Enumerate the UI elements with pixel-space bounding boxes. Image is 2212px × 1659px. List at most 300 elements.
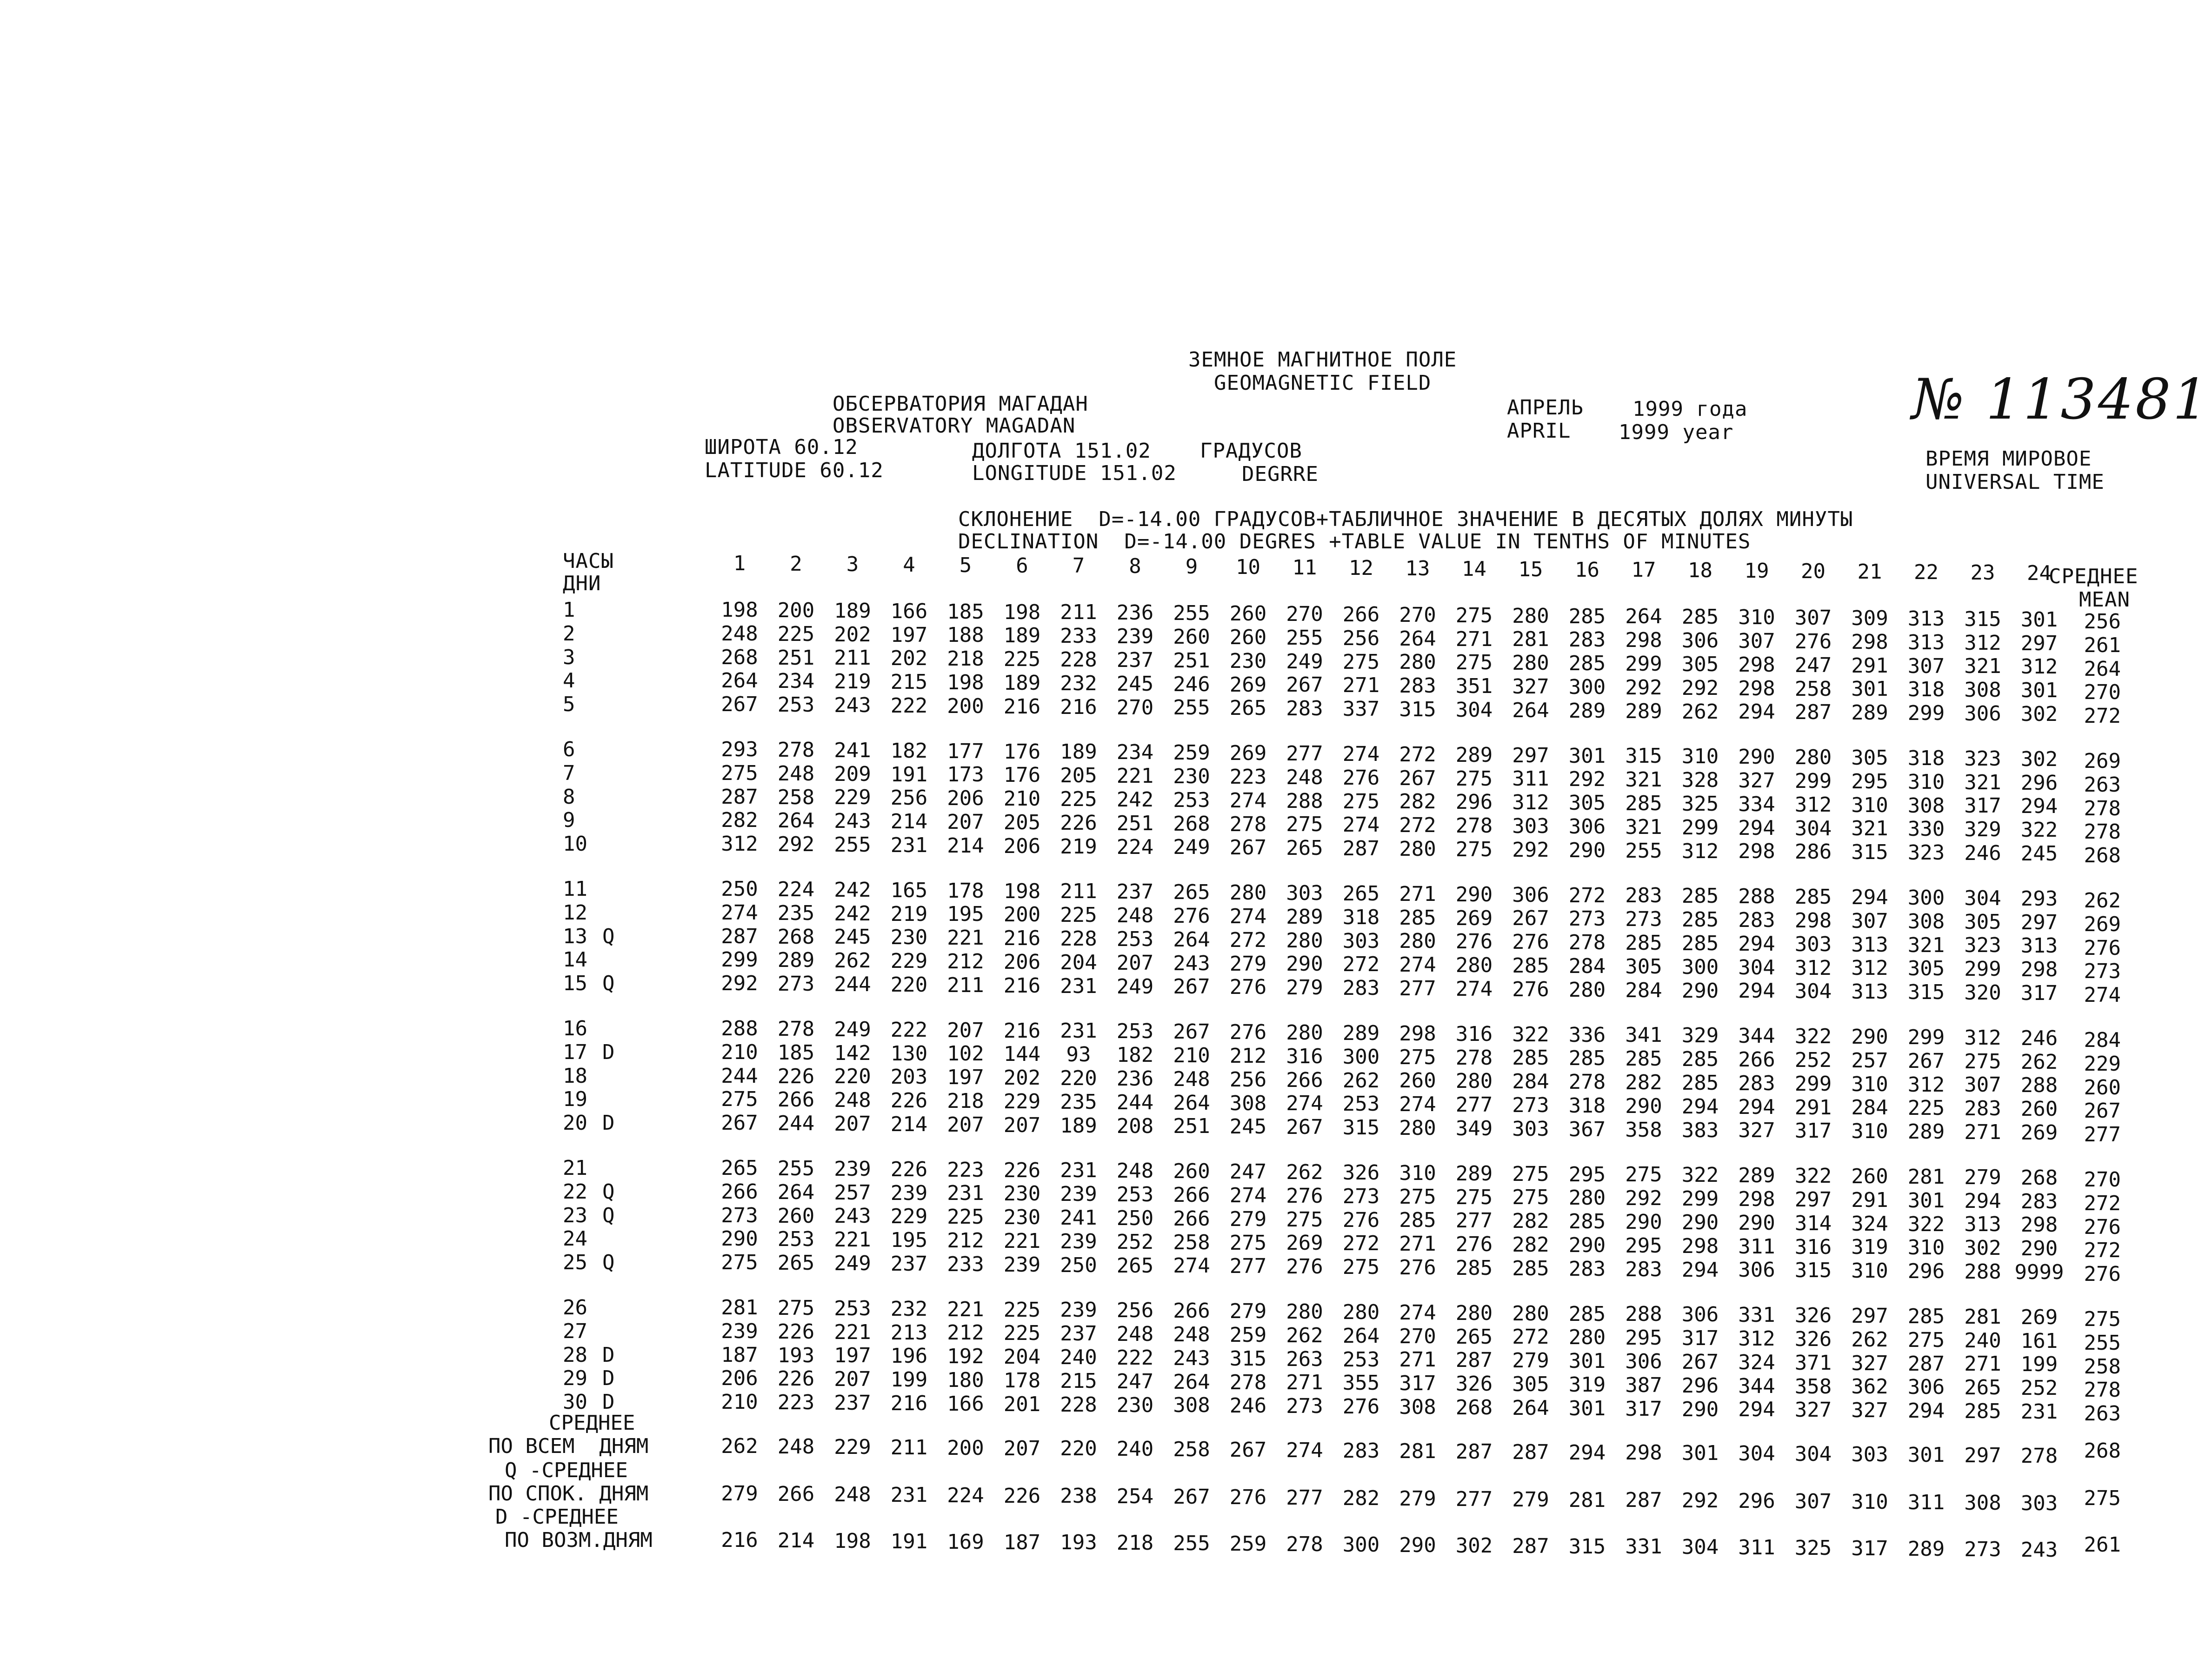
table-cell: 202 bbox=[1003, 1066, 1041, 1090]
table-cell: 292 bbox=[1512, 838, 1549, 862]
table-cell: 210 bbox=[721, 1040, 758, 1064]
table-cell: 231 bbox=[1060, 1159, 1097, 1183]
table-cell: 279 bbox=[1512, 1349, 1549, 1373]
table-cell: 253 bbox=[834, 1296, 871, 1320]
table-cell: 293 bbox=[2020, 886, 2058, 911]
table-cell: 283 bbox=[1568, 1257, 1606, 1281]
table-cell: 301 bbox=[1907, 1188, 1945, 1213]
table-cell: 298 bbox=[1738, 839, 1775, 864]
row-mean: 260 bbox=[2084, 1075, 2121, 1099]
table-cell: 294 bbox=[1738, 1398, 1775, 1422]
table-cell: 211 bbox=[1060, 879, 1097, 904]
hour-header: 9 bbox=[1185, 555, 1198, 579]
table-cell: 280 bbox=[1399, 1116, 1436, 1140]
table-cell: 239 bbox=[1060, 1182, 1097, 1206]
table-cell: 294 bbox=[1738, 932, 1775, 956]
table-cell: 266 bbox=[777, 1088, 815, 1112]
table-cell: 216 bbox=[890, 1391, 928, 1415]
table-cell: 218 bbox=[947, 1089, 984, 1113]
table-cell: 270 bbox=[1399, 1324, 1436, 1348]
table-cell: 197 bbox=[890, 623, 928, 647]
table-cell: 275 bbox=[1286, 1207, 1323, 1232]
table-cell: 285 bbox=[1907, 1304, 1945, 1328]
table-cell: 279 bbox=[1229, 1207, 1267, 1231]
day-label: 30 bbox=[563, 1390, 587, 1414]
table-cell: 290 bbox=[1681, 1210, 1719, 1234]
table-cell: 275 bbox=[1455, 603, 1493, 627]
table-cell: 193 bbox=[777, 1343, 815, 1367]
table-cell: 199 bbox=[890, 1368, 928, 1392]
table-cell: 279 bbox=[1229, 1299, 1267, 1324]
table-cell: 255 bbox=[1286, 626, 1323, 650]
table-cell: 198 bbox=[1003, 600, 1041, 624]
table-cell: 265 bbox=[777, 1251, 815, 1275]
table-cell: 275 bbox=[1455, 766, 1493, 791]
table-cell: 202 bbox=[834, 622, 871, 646]
table-cell: 267 bbox=[1512, 906, 1549, 931]
summary-cell: 304 bbox=[1794, 1442, 1832, 1466]
table-cell: 283 bbox=[1625, 884, 1662, 908]
table-cell: 301 bbox=[2020, 607, 2058, 632]
table-cell: 267 bbox=[1229, 836, 1267, 860]
table-cell: 275 bbox=[1342, 789, 1380, 813]
day-label: 18 bbox=[563, 1064, 587, 1088]
table-cell: 220 bbox=[890, 973, 928, 997]
table-cell: 321 bbox=[1964, 654, 2001, 679]
summary-cell: 214 bbox=[777, 1528, 815, 1552]
summary-cell: 308 bbox=[1964, 1491, 2001, 1515]
table-cell: 272 bbox=[1399, 813, 1436, 838]
table-cell: 280 bbox=[1342, 1300, 1380, 1324]
summary-cell: 266 bbox=[777, 1482, 815, 1506]
table-cell: 267 bbox=[721, 1111, 758, 1135]
table-cell: 189 bbox=[834, 599, 871, 623]
summary-cell: 259 bbox=[1229, 1532, 1267, 1556]
table-cell: 240 bbox=[1964, 1328, 2001, 1353]
table-cell: 176 bbox=[1003, 740, 1041, 764]
table-cell: 243 bbox=[834, 809, 871, 833]
day-label: 22 bbox=[563, 1179, 587, 1204]
table-cell: 297 bbox=[1851, 1304, 1888, 1328]
table-cell: 246 bbox=[2020, 1026, 2058, 1050]
table-cell: 306 bbox=[1907, 1375, 1945, 1399]
day-label: 7 bbox=[563, 761, 575, 785]
day-flag: Q bbox=[602, 1179, 615, 1204]
table-cell: 330 bbox=[1907, 817, 1945, 841]
day-label: 1 bbox=[563, 598, 575, 622]
table-cell: 310 bbox=[1851, 1119, 1888, 1144]
table-cell: 202 bbox=[890, 646, 928, 671]
table-cell: 266 bbox=[1173, 1299, 1210, 1323]
table-cell: 280 bbox=[1455, 1069, 1493, 1093]
table-cell: 210 bbox=[721, 1390, 758, 1414]
table-cell: 280 bbox=[1286, 1300, 1323, 1324]
table-cell: 294 bbox=[1738, 700, 1775, 724]
hour-header: 23 bbox=[1970, 560, 1995, 585]
table-cell: 326 bbox=[1794, 1327, 1832, 1351]
table-cell: 280 bbox=[1568, 978, 1606, 1002]
table-cell: 280 bbox=[1455, 1301, 1493, 1325]
table-cell: 294 bbox=[1851, 886, 1888, 909]
table-cell: 173 bbox=[947, 763, 984, 787]
table-cell: 189 bbox=[1003, 671, 1041, 695]
table-cell: 247 bbox=[1794, 653, 1832, 677]
table-cell: 177 bbox=[947, 739, 984, 763]
table-cell: 283 bbox=[1568, 628, 1606, 652]
table-cell: 285 bbox=[1964, 1399, 2001, 1423]
table-cell: 285 bbox=[1681, 908, 1719, 932]
row-mean: 261 bbox=[2084, 633, 2121, 657]
day-label: 8 bbox=[563, 785, 575, 809]
table-cell: 298 bbox=[1681, 1234, 1719, 1258]
table-cell: 255 bbox=[777, 1156, 815, 1180]
table-cell: 324 bbox=[1851, 1212, 1888, 1236]
table-cell: 344 bbox=[1738, 1374, 1775, 1398]
summary-cell: 187 bbox=[1003, 1530, 1041, 1554]
table-cell: 329 bbox=[1964, 818, 2001, 842]
table-cell: 302 bbox=[2020, 702, 2058, 726]
summary-cell: 311 bbox=[1907, 1490, 1945, 1514]
table-cell: 279 bbox=[1964, 1165, 2001, 1189]
table-cell: 280 bbox=[1229, 881, 1267, 905]
row-mean: 229 bbox=[2084, 1052, 2121, 1076]
table-cell: 308 bbox=[1399, 1395, 1436, 1419]
table-cell: 321 bbox=[1964, 770, 2001, 794]
table-cell: 284 bbox=[1625, 978, 1662, 1002]
table-cell: 270 bbox=[1286, 602, 1323, 626]
table-cell: 295 bbox=[1568, 1162, 1606, 1186]
table-cell: 262 bbox=[834, 949, 871, 973]
table-cell: 280 bbox=[1568, 1186, 1606, 1210]
table-cell: 260 bbox=[1173, 1159, 1210, 1184]
table-cell: 229 bbox=[1003, 1089, 1041, 1113]
table-cell: 267 bbox=[1173, 1020, 1210, 1044]
summary-label: ПО ВОЗМ.ДНЯМ bbox=[505, 1528, 653, 1552]
table-cell: 312 bbox=[1964, 1026, 2001, 1050]
table-cell: 299 bbox=[1907, 1025, 1945, 1049]
title-en: GEOMAGNETIC FIELD bbox=[1214, 371, 1432, 395]
table-cell: 273 bbox=[1286, 1394, 1323, 1419]
table-cell: 192 bbox=[947, 1345, 984, 1369]
table-cell: 289 bbox=[1907, 1120, 1945, 1144]
table-cell: 212 bbox=[947, 1321, 984, 1345]
table-cell: 166 bbox=[890, 599, 928, 623]
table-cell: 267 bbox=[1286, 1115, 1323, 1139]
summary-cell: 226 bbox=[1003, 1484, 1041, 1508]
table-cell: 249 bbox=[1116, 974, 1154, 999]
table-cell: 282 bbox=[1399, 790, 1436, 814]
table-cell: 226 bbox=[890, 1089, 928, 1113]
table-cell: 251 bbox=[1173, 648, 1210, 673]
table-cell: 296 bbox=[1455, 790, 1493, 814]
table-cell: 214 bbox=[890, 1112, 928, 1136]
longitude-units-en: DEGRRE bbox=[1242, 462, 1319, 486]
table-cell: 267 bbox=[1286, 673, 1323, 697]
table-cell: 258 bbox=[777, 785, 815, 809]
summary-cell: 200 bbox=[947, 1436, 984, 1460]
table-cell: 289 bbox=[1568, 699, 1606, 723]
table-cell: 285 bbox=[1568, 1210, 1606, 1234]
day-label: 23 bbox=[563, 1203, 587, 1227]
table-cell: 248 bbox=[1173, 1067, 1210, 1091]
table-cell: 239 bbox=[1060, 1229, 1097, 1253]
table-cell: 234 bbox=[777, 669, 815, 693]
table-cell: 285 bbox=[1568, 604, 1606, 628]
table-cell: 280 bbox=[1286, 1021, 1323, 1045]
table-cell: 253 bbox=[1116, 927, 1154, 951]
table-cell: 285 bbox=[1568, 1302, 1606, 1326]
table-cell: 295 bbox=[1625, 1233, 1662, 1258]
row-mean: 272 bbox=[2084, 1191, 2121, 1215]
table-cell: 295 bbox=[1625, 1326, 1662, 1350]
table-cell: 315 bbox=[1625, 744, 1662, 768]
table-cell: 319 bbox=[1568, 1373, 1606, 1397]
table-cell: 223 bbox=[1229, 765, 1267, 789]
day-label: 19 bbox=[563, 1087, 587, 1112]
longitude-ru: ДОЛГОТА 151.02 bbox=[972, 439, 1151, 463]
row-mean: 276 bbox=[2084, 936, 2121, 960]
table-cell: 309 bbox=[1851, 606, 1888, 630]
table-cell: 275 bbox=[1455, 1185, 1493, 1209]
summary-cell: 273 bbox=[1964, 1537, 2001, 1561]
table-cell: 301 bbox=[1568, 1349, 1606, 1373]
table-cell: 307 bbox=[1738, 629, 1775, 653]
table-cell: 285 bbox=[1512, 1256, 1549, 1280]
declination-ru: СКЛОНЕНИЕ D=-14.00 ГРАДУСОВ+ТАБЛИЧНОЕ ЗНАЧЕНИЕ В ДЕСЯТЫХ ДОЛЯХ МИНУТЫ bbox=[958, 507, 1853, 531]
table-cell: 242 bbox=[834, 901, 871, 926]
table-cell: 274 bbox=[721, 900, 758, 925]
table-cell: 207 bbox=[834, 1367, 871, 1392]
summary-cell: 292 bbox=[1681, 1489, 1719, 1513]
table-cell: 290 bbox=[1738, 745, 1775, 769]
summary-cell: 310 bbox=[1851, 1490, 1888, 1514]
table-cell: 326 bbox=[1455, 1372, 1493, 1396]
table-cell: 284 bbox=[1851, 1096, 1888, 1120]
latitude-en: LATITUDE 60.12 bbox=[705, 459, 884, 482]
table-cell: 287 bbox=[721, 924, 758, 948]
table-cell: 310 bbox=[1681, 745, 1719, 769]
row-mean: 268 bbox=[2084, 844, 2121, 868]
table-cell: 285 bbox=[1399, 906, 1436, 930]
mean-label-en: MEAN bbox=[2079, 588, 2130, 612]
table-cell: 301 bbox=[2020, 679, 2058, 703]
table-cell: 245 bbox=[834, 925, 871, 949]
table-cell: 275 bbox=[1625, 1163, 1662, 1187]
row-mean: 269 bbox=[2084, 912, 2121, 936]
table-cell: 308 bbox=[1229, 1091, 1267, 1115]
summary-cell: 231 bbox=[890, 1483, 928, 1507]
table-cell: 243 bbox=[834, 693, 871, 717]
table-cell: 271 bbox=[1399, 1232, 1436, 1256]
hour-header: 18 bbox=[1688, 559, 1712, 583]
table-cell: 285 bbox=[1681, 884, 1719, 908]
hour-header: 4 bbox=[903, 553, 915, 577]
month-en: APRIL bbox=[1507, 419, 1571, 443]
table-cell: 216 bbox=[1003, 694, 1041, 719]
table-cell: 322 bbox=[2020, 818, 2058, 842]
table-cell: 275 bbox=[1399, 1185, 1436, 1209]
table-cell: 255 bbox=[1625, 839, 1662, 863]
table-cell: 257 bbox=[834, 1180, 871, 1205]
summary-cell: 304 bbox=[1738, 1442, 1775, 1466]
table-cell: 188 bbox=[947, 623, 984, 647]
table-cell: 219 bbox=[1060, 834, 1097, 859]
table-cell: 278 bbox=[1568, 1070, 1606, 1094]
table-cell: 262 bbox=[2020, 1050, 2058, 1074]
table-cell: 214 bbox=[890, 810, 928, 834]
table-cell: 206 bbox=[1003, 834, 1041, 858]
table-cell: 216 bbox=[1003, 1019, 1041, 1043]
table-cell: 225 bbox=[947, 1205, 984, 1229]
summary-cell: 302 bbox=[1455, 1533, 1493, 1558]
table-cell: 248 bbox=[1116, 1322, 1154, 1346]
table-cell: 371 bbox=[1794, 1351, 1832, 1375]
table-cell: 294 bbox=[1738, 979, 1775, 1003]
table-cell: 222 bbox=[1116, 1346, 1154, 1370]
table-cell: 310 bbox=[1738, 606, 1775, 630]
summary-cell: 220 bbox=[1060, 1437, 1097, 1461]
table-cell: 313 bbox=[1851, 933, 1888, 957]
day-label: 28 bbox=[563, 1343, 587, 1367]
table-cell: 273 bbox=[1342, 1184, 1380, 1208]
hour-header: 10 bbox=[1236, 555, 1260, 580]
table-cell: 276 bbox=[1399, 1256, 1436, 1279]
table-cell: 185 bbox=[777, 1040, 815, 1065]
table-cell: 312 bbox=[1681, 839, 1719, 863]
table-cell: 280 bbox=[1399, 650, 1436, 674]
table-cell: 271 bbox=[1399, 882, 1436, 906]
table-cell: 161 bbox=[2020, 1329, 2058, 1353]
table-cell: 306 bbox=[1738, 1258, 1775, 1282]
table-cell: 274 bbox=[1342, 813, 1380, 837]
table-cell: 231 bbox=[1060, 974, 1097, 998]
table-cell: 208 bbox=[1116, 1114, 1154, 1138]
row-mean: 269 bbox=[2084, 749, 2121, 773]
table-cell: 266 bbox=[1173, 1206, 1210, 1231]
table-cell: 239 bbox=[890, 1181, 928, 1205]
table-cell: 283 bbox=[1286, 697, 1323, 721]
table-cell: 264 bbox=[721, 669, 758, 693]
hour-header: 6 bbox=[1016, 553, 1028, 578]
table-cell: 252 bbox=[2020, 1376, 2058, 1400]
table-cell: 229 bbox=[890, 949, 928, 973]
table-cell: 269 bbox=[1455, 906, 1493, 930]
table-cell: 230 bbox=[1229, 649, 1267, 673]
table-cell: 185 bbox=[947, 600, 984, 624]
row-mean: 270 bbox=[2084, 1168, 2121, 1192]
table-cell: 280 bbox=[1794, 746, 1832, 770]
summary-cell: 277 bbox=[1455, 1487, 1493, 1511]
table-cell: 307 bbox=[1907, 654, 1945, 678]
table-cell: 258 bbox=[1794, 677, 1832, 701]
table-cell: 257 bbox=[1851, 1048, 1888, 1073]
table-cell: 303 bbox=[1794, 932, 1832, 956]
table-cell: 327 bbox=[1738, 1119, 1775, 1143]
table-cell: 230 bbox=[1003, 1182, 1041, 1206]
longitude-en: LONGITUDE 151.02 bbox=[972, 461, 1177, 485]
day-flag: Q bbox=[602, 972, 615, 996]
table-cell: 230 bbox=[1116, 1393, 1154, 1417]
table-cell: 222 bbox=[890, 1018, 928, 1042]
table-cell: 255 bbox=[1173, 696, 1210, 720]
table-cell: 255 bbox=[834, 833, 871, 857]
table-cell: 231 bbox=[2020, 1399, 2058, 1424]
table-cell: 226 bbox=[777, 1367, 815, 1391]
table-cell: 210 bbox=[1003, 787, 1041, 811]
table-cell: 310 bbox=[1907, 1236, 1945, 1260]
table-cell: 253 bbox=[1342, 1347, 1380, 1372]
hour-header: 12 bbox=[1349, 556, 1373, 580]
row-mean: 278 bbox=[2084, 796, 2121, 820]
table-cell: 232 bbox=[1060, 671, 1097, 695]
table-cell: 198 bbox=[1003, 879, 1041, 903]
day-label: 9 bbox=[563, 808, 575, 833]
table-cell: 262 bbox=[1286, 1160, 1323, 1184]
table-cell: 292 bbox=[1681, 676, 1719, 700]
summary-cell: 276 bbox=[1229, 1486, 1267, 1510]
table-cell: 265 bbox=[721, 1156, 758, 1180]
table-cell: 197 bbox=[834, 1344, 871, 1368]
table-cell: 274 bbox=[1229, 1183, 1267, 1207]
table-cell: 328 bbox=[1681, 768, 1719, 793]
table-cell: 296 bbox=[1681, 1373, 1719, 1398]
table-cell: 262 bbox=[1851, 1327, 1888, 1352]
table-cell: 281 bbox=[1964, 1305, 2001, 1329]
table-cell: 310 bbox=[1851, 793, 1888, 817]
table-cell: 276 bbox=[1512, 930, 1549, 954]
row-mean: 255 bbox=[2084, 1331, 2121, 1355]
table-cell: 278 bbox=[777, 1017, 815, 1041]
longitude-units-ru: ГРАДУСОВ bbox=[1200, 439, 1302, 463]
table-cell: 212 bbox=[947, 1229, 984, 1253]
table-cell: 299 bbox=[1907, 701, 1945, 726]
table-cell: 270 bbox=[1399, 603, 1436, 627]
day-flag: Q bbox=[602, 1251, 615, 1275]
table-cell: 242 bbox=[834, 878, 871, 902]
table-cell: 310 bbox=[1851, 1072, 1888, 1096]
row-mean: 277 bbox=[2084, 1123, 2121, 1147]
row-mean: 276 bbox=[2084, 1262, 2121, 1286]
table-cell: 235 bbox=[777, 901, 815, 925]
table-cell: 225 bbox=[1060, 903, 1097, 927]
table-cell: 191 bbox=[890, 762, 928, 786]
table-cell: 280 bbox=[1399, 837, 1436, 861]
table-cell: 275 bbox=[1907, 1328, 1945, 1352]
table-cell: 274 bbox=[1229, 788, 1267, 813]
table-cell: 310 bbox=[1399, 1161, 1436, 1185]
table-cell: 292 bbox=[1625, 675, 1662, 700]
table-cell: 282 bbox=[1512, 1233, 1549, 1257]
summary-cell: 218 bbox=[1116, 1531, 1154, 1555]
table-cell: 267 bbox=[1907, 1049, 1945, 1073]
summary-cell: 287 bbox=[1455, 1439, 1493, 1464]
table-cell: 226 bbox=[1060, 811, 1097, 835]
table-cell: 300 bbox=[1568, 675, 1606, 699]
table-cell: 220 bbox=[834, 1065, 871, 1089]
hour-header: 19 bbox=[1744, 559, 1769, 583]
summary-cell: 325 bbox=[1794, 1536, 1832, 1560]
table-cell: 273 bbox=[721, 1203, 758, 1227]
hour-header: 22 bbox=[1914, 560, 1939, 584]
table-cell: 264 bbox=[1173, 927, 1210, 952]
table-cell: 387 bbox=[1625, 1373, 1662, 1397]
table-cell: 281 bbox=[1907, 1165, 1945, 1189]
table-cell: 251 bbox=[1116, 811, 1154, 835]
table-cell: 216 bbox=[1060, 695, 1097, 719]
table-cell: 248 bbox=[1286, 765, 1323, 789]
table-cell: 207 bbox=[1003, 1113, 1041, 1137]
summary-cell: 282 bbox=[1342, 1486, 1380, 1510]
